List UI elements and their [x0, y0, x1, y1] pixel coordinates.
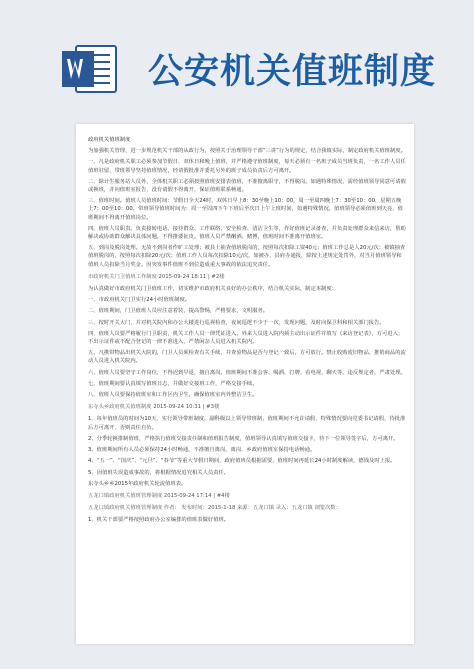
header-banner	[0, 0, 474, 120]
paragraph: 三、值班时间。值班人员值班时间：节假日全天24时，双休日早上8：30至晚上10：00，周一至周四晚上7：30至10：00，星期五晚上7：00至10：00。带班领导值班时间为：周一至周四下午下班后至次日上午上班时间，如遇特殊情况，值班领导必须值班到天亮，值班期间不得离开值班岗位。	[88, 198, 403, 221]
paragraph: 2、分季轮换排制值班，严格执行值班交接责任制和值班报告制度，值班领导认真填写值班交接卡，待下一位领导签字后，方可离开。	[88, 435, 399, 442]
paragraph: 三、按时开关大门，并对机关院内和办公大楼进行巡视检查，夜间巡逻不少于一次，发现问题，及时向保卫科和相关部门报告。	[88, 319, 385, 326]
paragraph: 五、凡携带物品出机关大院的，门卫人员须检查有关手续，并查验物品是否与登记一致后，方可放行。禁止收购废旧物品、推销商品的流动人员进入机关院内。	[88, 350, 406, 365]
paragraph: 东寺头乡乡2015年政府机关轮流值班表。	[88, 480, 187, 487]
paragraph: 七、值班期间要认真填写值班日志，并做好交接班工作，严格交接手续。	[88, 380, 258, 387]
word-icon	[60, 40, 118, 98]
paragraph: 4、“五一”、“国庆”、“元旦”、“春节”等重大节假日期间，政府值班员根据需要，值班时间再延长24小时制度解读，德钱及时上报。	[88, 458, 396, 465]
paragraph: 六、值班人员要坚守工作岗位，不得迟到早退，擅自离岗。值班期间不准会客、喝酒、打牌、看电视、聊天等，违反规定者，严肃处理。	[88, 369, 406, 376]
paragraph: 八、值班人员要保持值班室和工作区内卫生，确保值班室内外整洁卫生。	[88, 392, 258, 399]
paragraph: 5、因值班失误造成事故的，将根据情况追究相关人员责任。	[88, 469, 230, 476]
paragraph: 二、除计生服务站人员外，全体机关职工必须按照值班安排表值班，不准擅离职守，不得脱岗。如遇特殊情况，需经值班领导同意可请假或换班，并向值班室报告，没有请假不得离开，保证值班联系畅通。	[88, 178, 406, 194]
document-page	[76, 124, 414, 644]
paragraph: 五、到岗及脱岗处理。无故不到岗者作旷工处理；被县上抽查值班脱岗的，按照每次扣除工资40元；值班工作总是人20元/次；被镇抽查值班脱岗的，按照每次扣除20元/次；值班工作人员每次扣除10元/次，如被办、县府办通报，除按上述规定处罚外，对当月值班领导和值班人员扣除当月奖金。因突发事件值班不到位造成重大事故的依法追究责任。	[88, 245, 406, 268]
document-body	[88, 136, 406, 528]
post-meta: 五龙口镇政府机关值班管理制度 作者： 发布时间：2015-1-18 来源：五龙口镇 录入：五龙口镇 浏览次数：	[88, 505, 342, 512]
paragraph: 为加强机关管理，进一步规范机关干部的从政行为，按照关于治理领导干部“三讲”行为的规定，结合我镇实际，制定政府机关值班制度。	[88, 148, 407, 155]
document-title: 公安机关值班制度	[148, 52, 437, 92]
paragraph: 1、机关干部要严格按照政府办公室编排的值班表做好值班。	[88, 517, 230, 524]
paragraph: 一、凡是政府机关职工必须参加节假日、双休日和晚上值班，并严格遵守值班制度，每天必须有一名班子成员当班负责，一名工作人员任值班驻留，带班领导坚持值班情况，经请假批准并委托另外的班子成员负责后方可离开。	[88, 159, 406, 174]
paragraph: 一、市政府机关门卫实行24小时值班制度。	[88, 297, 191, 304]
post-meta: 市政府机关门卫值班工作制度 2015-09-24 18:11 | #2楼	[88, 273, 225, 280]
paragraph: 四、值班人员要严格履行门卫职责，机关工作人员一律凭证进入。外来人员进入院内须主动出示证件并填写《来访登记表》，方可进入；不出示证件或不配合登记的一律不准进入，严禁闲杂人员进入机关院内。	[88, 330, 404, 346]
paragraph: 四、值班人员职责。负责接转电话、接待群众、工作联络、安全检查、清洁卫生等，作好值班记录备查，并负责处理群众来信来访，帮助解决或协助群众解决具体问题，不得推诿扯皮。值班人员严禁酗酒、赌博，值班时间不准离开值班室。	[88, 225, 406, 241]
paragraph: 1、每年值班员的时间为10天，实行领导带班制度，副科级以上领导带班制，值班期间不允许请假，特殊情况要向党委书记请假，待批准后方可离开，否则责任自负。	[88, 416, 406, 431]
paragraph: 二、值班期间，门卫值班人员应注意着装，提高警惕，严格要求，文明服务。	[88, 308, 269, 315]
post-meta: 五龙口镇政府机关值班管理制度 2015-09-24 17:14 | #4楼	[88, 492, 230, 499]
paragraph: 为认真做好市政府机关门卫值班工作，切实维护市政府机关良好的办公秩序，结合机关实际，制定本制度：	[88, 286, 337, 293]
post-meta: 东寺头乡政府机关值班制度 2015-09-24 10:31 | #3楼	[88, 404, 220, 411]
paragraph: 3、值班期间所有人员必须保持24小时畅通，不准擅自离岗，离岗、乡政府值班室保持电话畅通。	[88, 447, 316, 454]
document-heading: 政府机关值班制度	[88, 137, 131, 143]
